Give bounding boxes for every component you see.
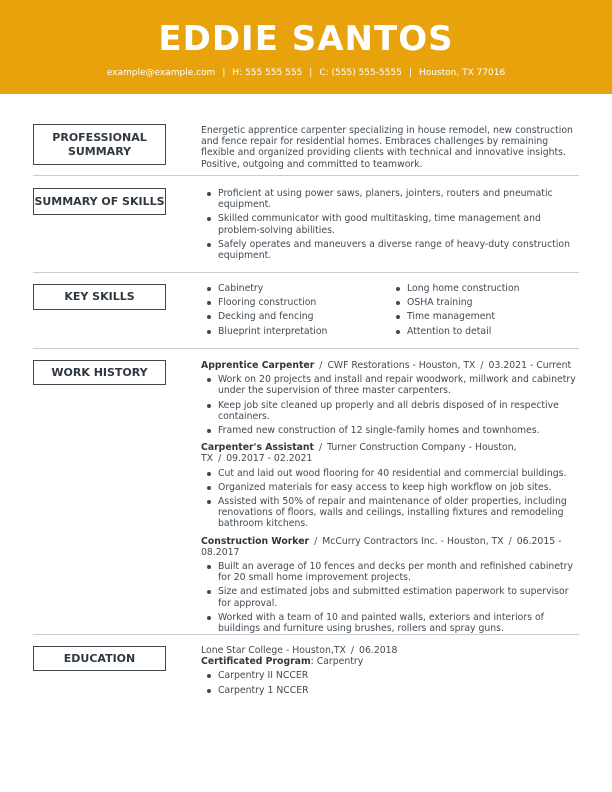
- section-divider: [33, 348, 579, 349]
- school-name: Lone Star College - Houston,TX: [201, 645, 346, 656]
- list-item: Work on 20 projects and install and repair woodwork, millwork and cabinetry under the supervision of three master carpenters.: [201, 374, 579, 396]
- job-company: McCurry Contractors Inc. - Houston, TX: [322, 535, 504, 547]
- header-banner: [0, 0, 612, 94]
- job-header: Apprentice Carpenter / CWF Restorations - Houston, TX / 03.2021 - Current: [201, 360, 572, 371]
- list-item: Flooring construction: [201, 297, 390, 308]
- work-history-section: [201, 360, 579, 640]
- email[interactable]: example@example.com: [106, 68, 216, 78]
- heading-line: PROFESSIONAL: [52, 130, 147, 144]
- home-phone: H: 555 555 555: [232, 68, 303, 78]
- key-skills-section: [201, 283, 579, 340]
- list-item: Long home construction: [390, 283, 579, 294]
- candidate-name: EDDIE SANTOS: [158, 19, 454, 59]
- list-item: Blueprint interpretation: [201, 326, 390, 337]
- contact-line: [0, 66, 612, 80]
- program-label: Certificated Program: [201, 656, 311, 668]
- summary-of-skills-heading: SUMMARY OF SKILLS: [33, 188, 166, 215]
- list-item: Framed new construction of 12 single-family homes and townhomes.: [201, 425, 579, 436]
- list-item: Cut and laid out wood flooring for 40 residential and commercial buildings.: [201, 468, 579, 479]
- skills-summary-list: [201, 188, 579, 261]
- key-skills-right-list: [390, 283, 579, 340]
- separator: |: [222, 68, 226, 78]
- list-item: Size and estimated jobs and submitted estimation paperwork to supervisor for approval.: [201, 586, 579, 608]
- key-skills-left-list: [201, 283, 390, 340]
- job-dates: 09.2017 - 02.2021: [226, 453, 313, 465]
- list-item: Safely operates and maneuvers a diverse range of heavy-duty construction equipment.: [201, 239, 579, 261]
- job-title: Apprentice Carpenter: [201, 360, 315, 371]
- list-item: Worked with a team of 10 and painted walls, exteriors and interiors of buildings and furniture using brushes, rollers and spray guns.: [201, 612, 579, 634]
- list-item: Attention to detail: [390, 326, 579, 337]
- section-divider: [33, 175, 579, 176]
- separator: |: [408, 68, 412, 78]
- education-school-line: Lone Star College - Houston,TX / 06.2018: [201, 645, 398, 656]
- location: Houston, TX 77016: [418, 68, 506, 78]
- job-bullets: [201, 561, 579, 634]
- list-item: Keep job site cleaned up properly and all debris disposed of in respective containers.: [201, 400, 579, 422]
- work-history-heading: WORK HISTORY: [33, 360, 166, 385]
- education-heading: EDUCATION: [33, 646, 166, 671]
- education-program: [201, 656, 579, 667]
- heading-line: SUMMARY: [67, 144, 132, 158]
- list-item: Carpentry II NCCER: [201, 670, 579, 681]
- job-header: Carpenter's Assistant / Turner Construction Company - Houston, TX / 09.2017 - 02.2021: [201, 442, 517, 465]
- education-date: 06.2018: [359, 645, 398, 656]
- job-company: Turner Construction Company - Houston, TX: [201, 442, 517, 465]
- job-dates: 03.2021 - Current: [488, 360, 572, 371]
- list-item: Skilled communicator with good multitasking, time management and problem-solving abilities.: [201, 213, 579, 235]
- program-value: : Carpentry: [310, 656, 364, 668]
- job-dates: 06.2015 - 08.2017: [201, 535, 562, 558]
- job-entry: [201, 536, 579, 635]
- list-item: Cabinetry: [201, 283, 390, 294]
- job-bullets: [201, 374, 579, 436]
- list-item: Built an average of 10 fences and decks per month and refinished cabinetry for 20 small home improvement projects.: [201, 561, 579, 583]
- key-skills-heading: KEY SKILLS: [33, 284, 166, 310]
- cell-phone: C: (555) 555-5555: [319, 68, 402, 78]
- separator: |: [309, 68, 313, 78]
- job-entry: [201, 442, 579, 529]
- professional-summary-section: [201, 125, 579, 170]
- job-header: Construction Worker / McCurry Contractors Inc. - Houston, TX / 06.2015 - 08.2017: [201, 535, 562, 558]
- section-divider: [33, 272, 579, 273]
- list-item: Assisted with 50% of repair and maintenance of older properties, including renovations of floors, walls and ceilings, installing fixtures and remodeling bathroom kitchens.: [201, 496, 579, 530]
- job-entry: [201, 360, 579, 436]
- job-title: Carpenter's Assistant: [201, 442, 314, 454]
- job-company: CWF Restorations - Houston, TX: [327, 360, 476, 371]
- summary-of-skills-section: [201, 188, 579, 264]
- section-divider: [33, 634, 579, 635]
- list-item: OSHA training: [390, 297, 579, 308]
- education-section: [201, 645, 579, 699]
- list-item: Organized materials for easy access to keep high workflow on job sites.: [201, 482, 579, 493]
- summary-text: Energetic apprentice carpenter specializing in house remodel, new construction and fence repair for residential homes. Embraces challenges by remaining flexible and organized providing clients with technical and innovative insights. Positive, outgoing and committed to teamwork.: [201, 125, 573, 170]
- job-bullets: [201, 468, 579, 530]
- list-item: Carpentry 1 NCCER: [201, 685, 579, 696]
- job-title: Construction Worker: [201, 535, 310, 547]
- education-list: [201, 670, 579, 695]
- professional-summary-heading: [33, 124, 166, 165]
- list-item: Time management: [390, 311, 579, 322]
- list-item: Decking and fencing: [201, 311, 390, 322]
- list-item: Proficient at using power saws, planers, jointers, routers and pneumatic equipment.: [201, 188, 579, 210]
